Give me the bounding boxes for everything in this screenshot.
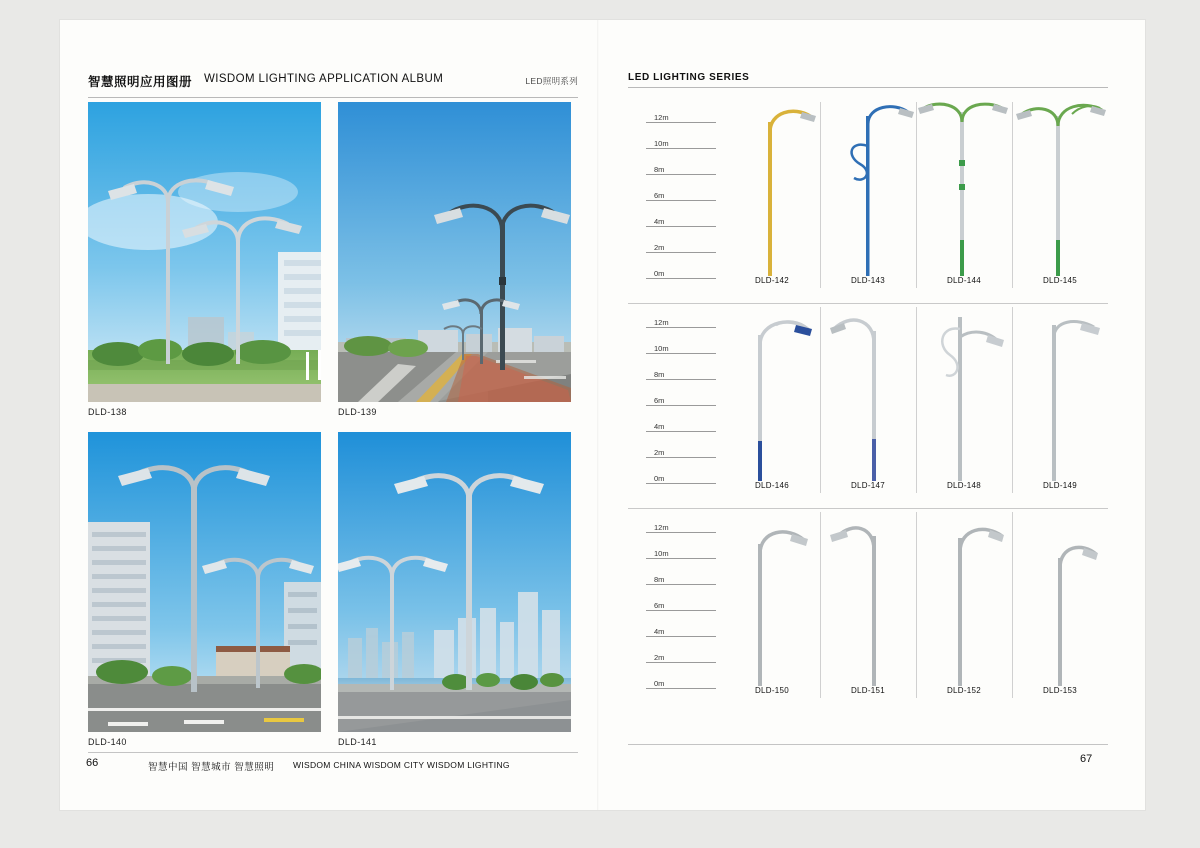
- scale-label: 2m: [654, 448, 665, 457]
- product-dld-151[interactable]: [820, 508, 916, 708]
- left-page-footer: [88, 752, 578, 773]
- photo-dld-141: [338, 432, 571, 732]
- product-dld-150[interactable]: [724, 508, 820, 708]
- header-series-tag: LED照明系列: [525, 76, 578, 86]
- scale-label: 4m: [654, 627, 665, 636]
- page-number-right: 67: [1080, 753, 1093, 765]
- scale-label: 8m: [654, 370, 665, 379]
- right-footer-rule: [628, 744, 1108, 745]
- scale-label: 4m: [654, 217, 665, 226]
- product-dld-145[interactable]: [1012, 98, 1108, 298]
- right-page: [628, 72, 1108, 772]
- scale-label: 12m: [654, 318, 669, 327]
- product-code: DLD-143: [850, 276, 886, 285]
- product-items: [724, 508, 1108, 708]
- product-dld-147[interactable]: [820, 303, 916, 503]
- left-page: [88, 72, 578, 772]
- header-title-cn: 智慧照明应用图册: [88, 75, 193, 89]
- height-scale: [646, 309, 716, 484]
- product-dld-144[interactable]: [916, 98, 1012, 298]
- scale-label: 6m: [654, 601, 665, 610]
- scale-label: 0m: [654, 269, 665, 278]
- product-items: [724, 303, 1108, 503]
- product-dld-153[interactable]: [1012, 508, 1108, 708]
- header-title-en: WISDOM LIGHTING APPLICATION ALBUM: [204, 73, 444, 85]
- scale-label: 10m: [654, 139, 669, 148]
- scale-label: 6m: [654, 191, 665, 200]
- photo-dld-140: [88, 432, 321, 732]
- photo-caption: DLD-141: [338, 737, 377, 747]
- photo-cell: [88, 102, 321, 417]
- scale-label: 0m: [654, 679, 665, 688]
- page-gutter: [597, 20, 599, 810]
- scale-label: 10m: [654, 344, 669, 353]
- product-code: DLD-149: [1042, 481, 1078, 490]
- photo-cell: [88, 432, 321, 747]
- scale-label: 2m: [654, 653, 665, 662]
- scale-label: 2m: [654, 243, 665, 252]
- photo-caption: DLD-138: [88, 407, 127, 417]
- scale-label: 8m: [654, 575, 665, 584]
- photo-dld-139: [338, 102, 571, 402]
- page-number-left: 66: [86, 757, 99, 769]
- product-items: [724, 98, 1108, 298]
- product-code: DLD-150: [754, 686, 790, 695]
- photo-caption: DLD-140: [88, 737, 127, 747]
- scale-label: 8m: [654, 165, 665, 174]
- product-code: DLD-146: [754, 481, 790, 490]
- product-row: [628, 303, 1108, 509]
- product-row: [628, 98, 1108, 304]
- scale-label: 12m: [654, 523, 669, 532]
- product-dld-149[interactable]: [1012, 303, 1108, 503]
- product-code: DLD-152: [946, 686, 982, 695]
- photo-dld-138: [88, 102, 321, 402]
- product-dld-146[interactable]: [724, 303, 820, 503]
- photo-cell: [338, 432, 571, 747]
- product-code: DLD-151: [850, 686, 886, 695]
- product-code: DLD-148: [946, 481, 982, 490]
- product-code: DLD-142: [754, 276, 790, 285]
- scale-label: 0m: [654, 474, 665, 483]
- product-code: DLD-145: [1042, 276, 1078, 285]
- product-row: [628, 508, 1108, 713]
- product-code: DLD-153: [1042, 686, 1078, 695]
- product-dld-148[interactable]: [916, 303, 1012, 503]
- photo-cell: [338, 102, 571, 417]
- footer-slogan-en: WISDOM CHINA WISDOM CITY WISDOM LIGHTING: [293, 760, 510, 770]
- product-dld-152[interactable]: [916, 508, 1012, 708]
- scale-label: 12m: [654, 113, 669, 122]
- product-code: DLD-144: [946, 276, 982, 285]
- height-scale: [646, 514, 716, 689]
- right-page-title: LED LIGHTING SERIES: [628, 72, 1108, 88]
- product-dld-142[interactable]: [724, 98, 820, 298]
- footer-slogan-cn: 智慧中国 智慧城市 智慧照明: [148, 762, 275, 773]
- height-scale: [646, 104, 716, 279]
- scale-label: 4m: [654, 422, 665, 431]
- left-page-header: [88, 72, 578, 98]
- scale-label: 10m: [654, 549, 669, 558]
- product-code: DLD-147: [850, 481, 886, 490]
- photo-caption: DLD-139: [338, 407, 377, 417]
- scale-label: 6m: [654, 396, 665, 405]
- product-dld-143[interactable]: [820, 98, 916, 298]
